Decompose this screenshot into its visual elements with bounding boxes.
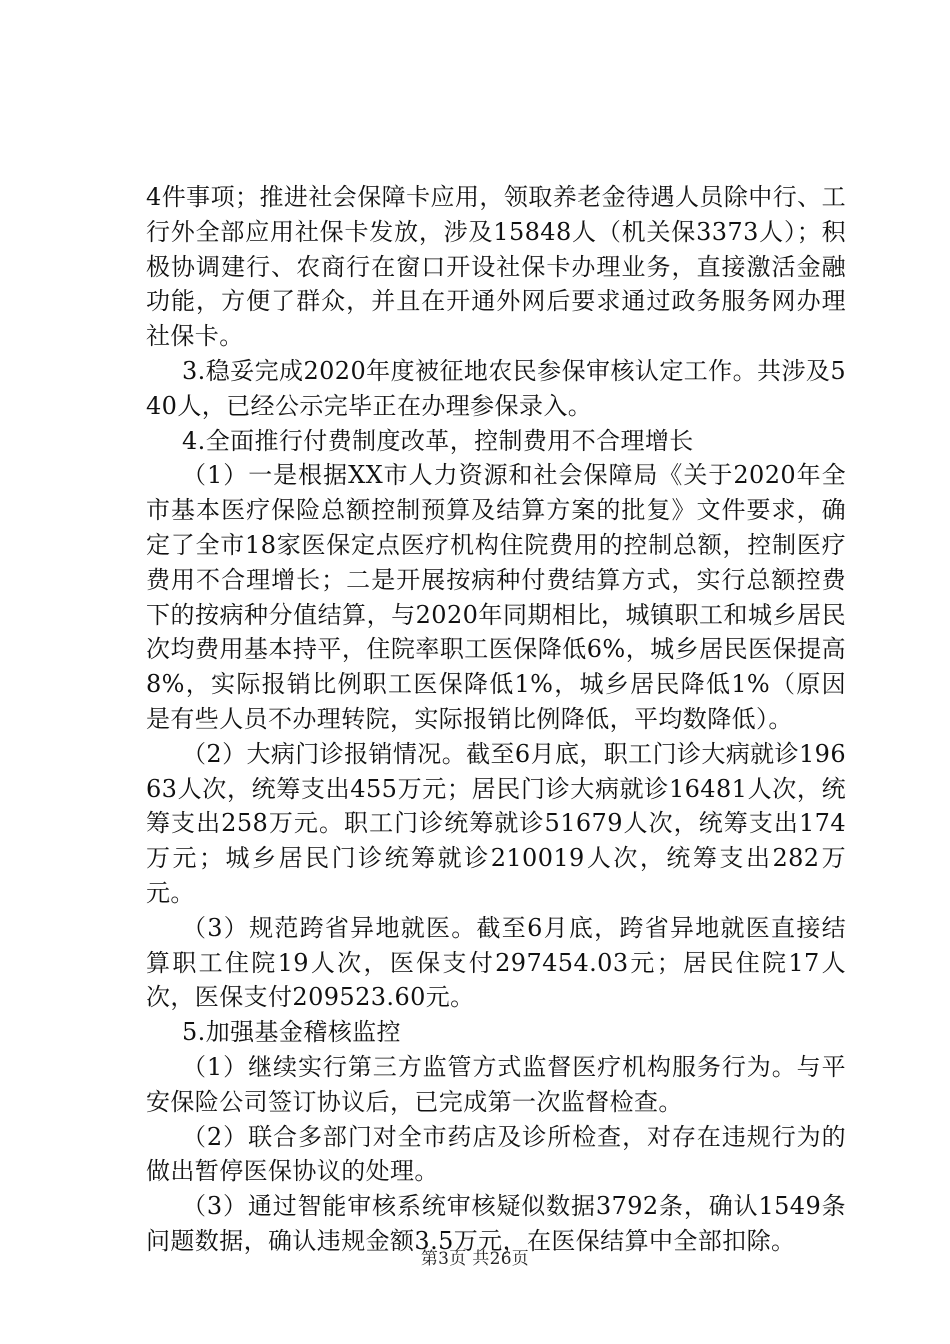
paragraph-5-3: （3）通过智能审核系统审核疑似数据3792条，确认1549条问题数据，确认违规金额3.5万元，在医保结算中全部扣除。 [146,1192,846,1255]
paragraph-5-1: （1）继续实行第三方监管方式监督医疗机构服务行为。与平安保险公司签订协议后，已完成第一次监督检查。 [146,1052,846,1116]
document-body [146,180,846,1259]
paragraph-item-3: 3.稳妥完成2020年度被征地农民参保审核认定工作。共涉及540人，已经公示完毕正在办理参保录入。 [146,356,846,420]
paragraph-continuation: 4件事项；推进社会保障卡应用，领取养老金待遇人员除中行、工行外全部应用社保卡发放，涉及15848人（机关保3373人）；积极协调建行、农商行在窗口开设社保卡办理业务，直接激活金融功能，方便了群众，并且在开通外网后要求通过政务服务网办理社保卡。 [146,183,846,351]
paragraph-4-2: （2）大病门诊报销情况。截至6月底，职工门诊大病就诊19663人次，统筹支出455万元；居民门诊大病就诊16481人次，统筹支出258万元。职工门诊统筹就诊51679人次，统筹支出174万元；城乡居民门诊统筹就诊210019人次，统筹支出282万元。 [146,739,846,907]
paragraph-4-1: （1）一是根据XX市人力资源和社会保障局《关于2020年全市基本医疗保险总额控制预算及结算方案的批复》文件要求，确定了全市18家医保定点医疗机构住院费用的控制总额，控制医疗费用不合理增长；二是开展按病种付费结算方式，实行总额控费下的按病种分值结算，与2020年同期相比，城镇职工和城乡居民次均费用基本持平，住院率职工医保降低6%，城乡居民医保提高8%，实际报销比例职工医保降低1%，城乡居民降低1%（原因是有些人员不办理转院，实际报销比例降低，平均数降低）。 [146,461,846,733]
paragraph-5-2: （2）联合多部门对全市药店及诊所检查，对存在违规行为的做出暂停医保协议的处理。 [146,1122,846,1186]
section-heading-5: 5.加强基金稽核监控 [182,1018,401,1047]
paragraph-4-3: （3）规范跨省异地就医。截至6月底，跨省异地就医直接结算职工住院19人次，医保支付297454.03元；居民住院17人次，医保支付209523.60元。 [146,913,846,1012]
page-number-footer: 第3页 共26页 [420,1249,530,1269]
section-heading-4: 4.全面推行付费制度改革，控制费用不合理增长 [182,426,694,455]
